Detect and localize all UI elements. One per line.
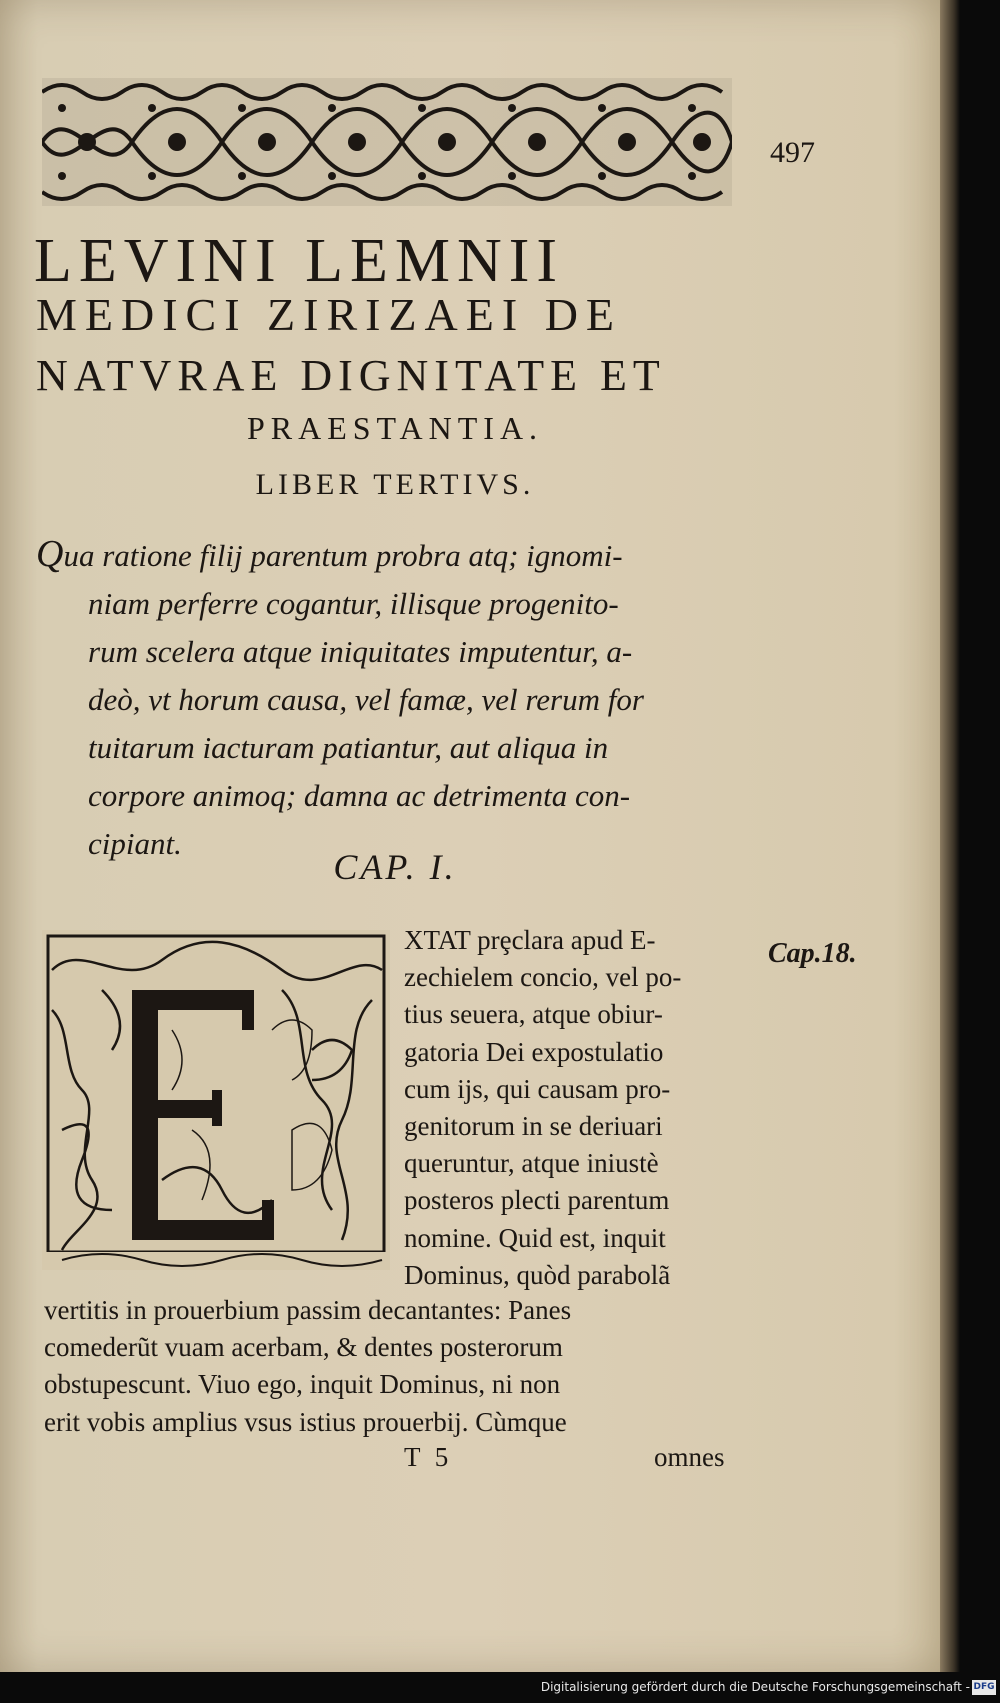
body-line: Dominus, quòd parabolã — [404, 1259, 671, 1290]
summary-line: rum scelera atque iniquitates imputentur, a- — [88, 634, 633, 669]
body-line: vertitis in prouerbium passim decantantes: Panes — [44, 1295, 572, 1325]
chapter-summary — [36, 530, 768, 868]
summary-initial: Q — [36, 533, 64, 575]
dfg-logo: DFG — [972, 1680, 996, 1695]
body-line: genitorum in se deriuari — [404, 1111, 663, 1142]
summary-line: niam perferre cogantur, illisque progenito- — [88, 586, 619, 621]
body-line: erit vobis amplius vsus istius prouerbij. Cùmque — [44, 1406, 567, 1437]
body-line: cum ijs, qui causam pro- — [404, 1073, 671, 1104]
body-line: nomine. Quid est, inquit — [404, 1222, 666, 1253]
summary-first-line — [36, 530, 768, 580]
chapter-heading: CAP. I. — [333, 847, 457, 887]
body-line: obstupescunt. Viuo ego, inquit Dominus, ni non — [44, 1369, 561, 1400]
margin-note: Cap.18. — [768, 938, 857, 969]
body-line: zechielem concio, vel po- — [404, 962, 682, 993]
title-line-1: LEVINI LEMNII — [34, 227, 565, 295]
body-line: posteros plecti parentum — [404, 1185, 670, 1216]
decorated-initial-e — [42, 930, 390, 1270]
signature-mark: T 5 — [404, 1442, 453, 1472]
footer-credit: Digitalisierung gefördert durch die Deutsche Forschungsgemeinschaft - — [540, 1680, 970, 1694]
page-edge-shadow — [940, 0, 960, 1672]
body-line: XTAT prȩclara apud E- — [404, 925, 656, 955]
summary-line: tuitarum iacturam patiantur, aut aliqua in — [88, 730, 609, 765]
summary-line: deò, vt horum causa, vel famæ, vel rerum for — [88, 682, 644, 717]
body-text-full-width — [44, 1292, 758, 1441]
summary-line: ua ratione filij parentum probra atq; ignomi- — [63, 538, 623, 573]
body-line: queruntur, atque iniustè — [404, 1148, 659, 1179]
body-line: comederũt vuam acerbam, & dentes posterorum — [44, 1332, 563, 1363]
body-line: tius seuera, atque obiur- — [404, 999, 663, 1030]
body-line: gatoria Dei expostulatio — [404, 1036, 664, 1067]
body-text-beside-initial — [404, 922, 756, 1294]
title-line-4: PRAESTANTIA. — [246, 410, 544, 446]
title-line-3: NATVRAE DIGNITATE ET — [36, 351, 666, 400]
summary-line: corpore animoq; damna ac detrimenta con- — [88, 778, 631, 813]
page-number: 497 — [770, 136, 815, 169]
book-heading: LIBER TERTIVS. — [255, 468, 535, 501]
catchword: omnes — [654, 1442, 725, 1472]
ornamental-headpiece — [42, 78, 732, 206]
title-line-2: MEDICI ZIRIZAEI DE — [36, 289, 623, 340]
summary-line: cipiant. — [88, 826, 182, 861]
